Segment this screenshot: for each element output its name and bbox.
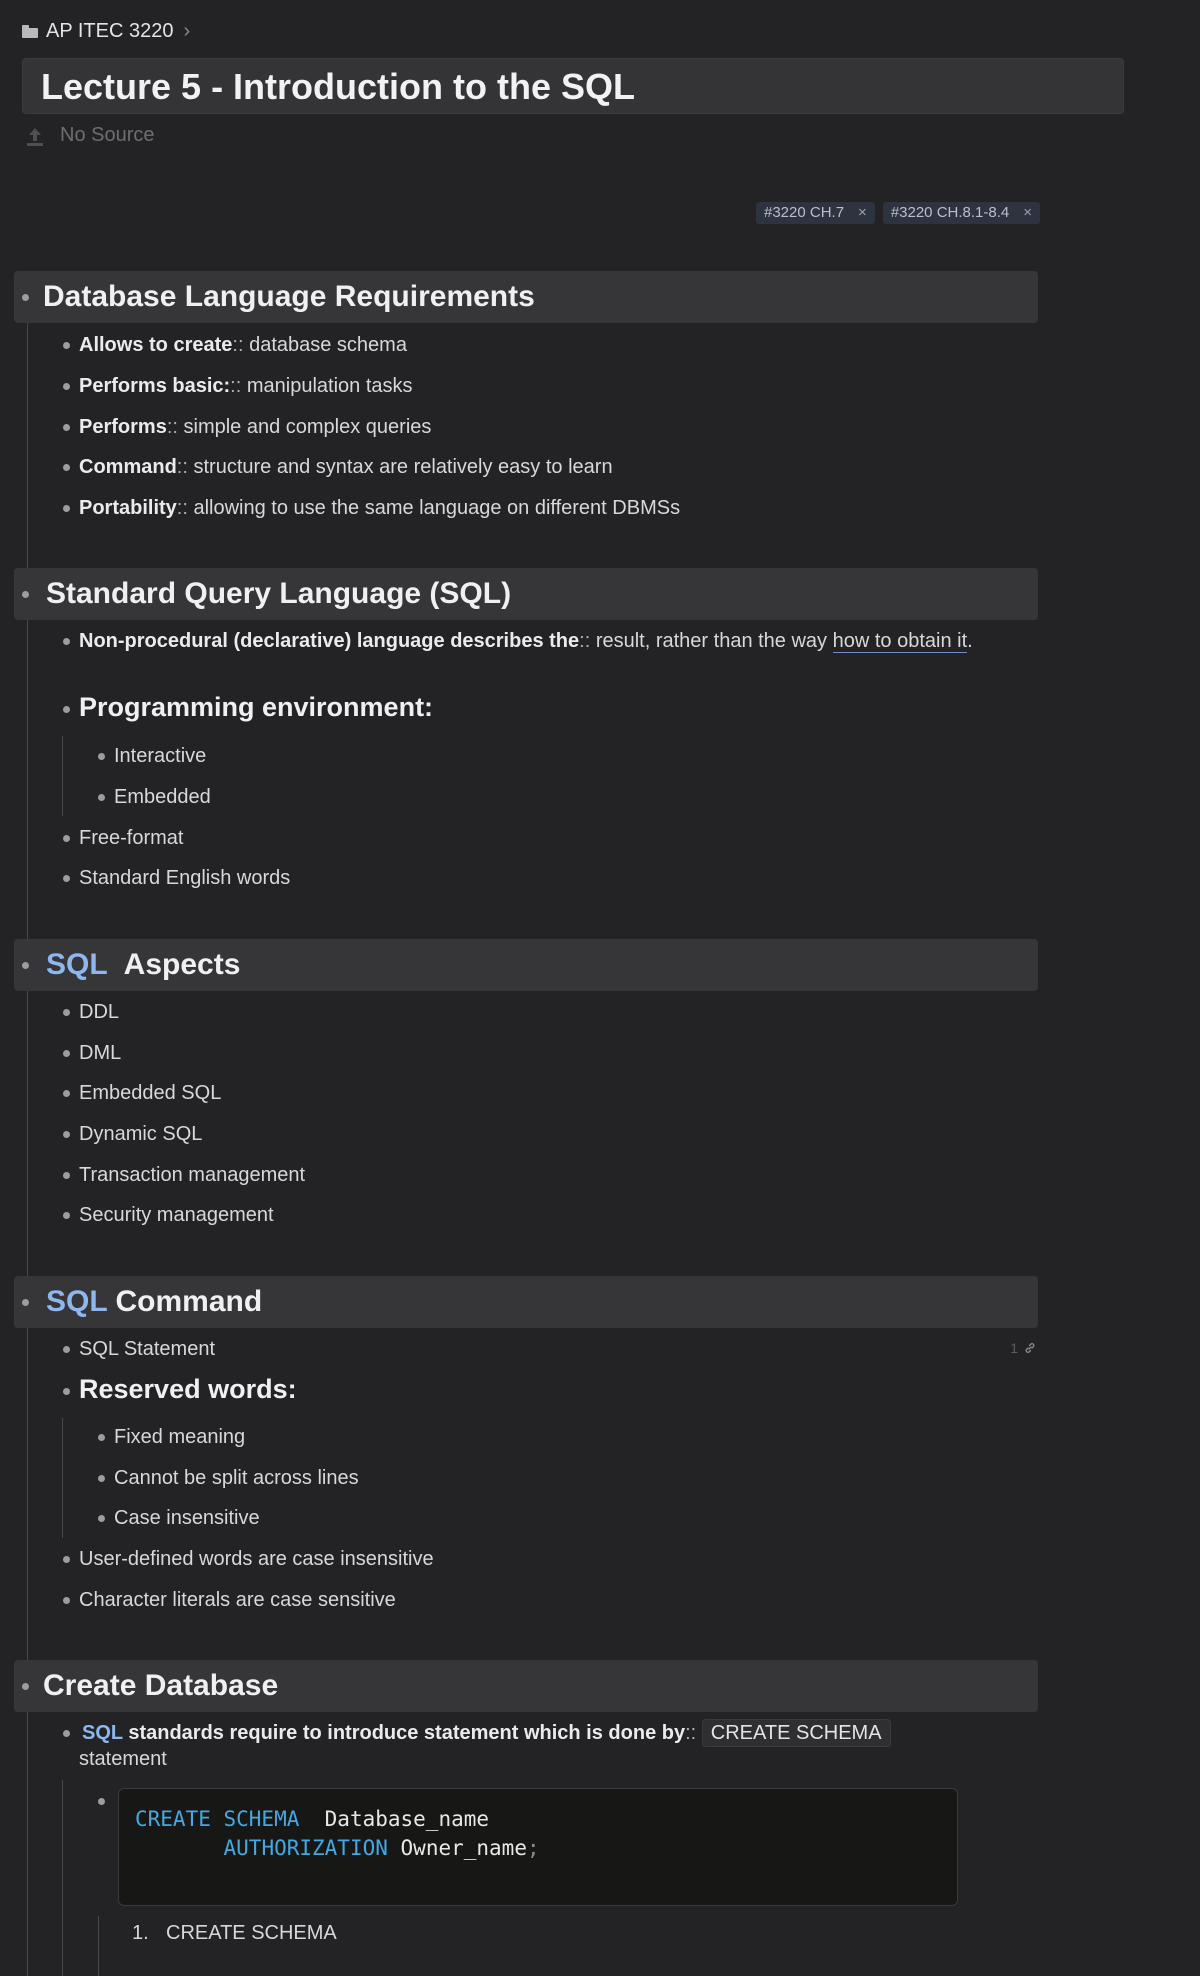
link-icon[interactable] bbox=[1024, 1342, 1036, 1354]
bullet-icon[interactable] bbox=[22, 1683, 29, 1690]
source-label[interactable]: No Source bbox=[60, 124, 155, 146]
list-item-heading[interactable]: Programming environment: bbox=[79, 694, 433, 720]
bullet-icon[interactable] bbox=[63, 1009, 70, 1016]
close-icon[interactable]: × bbox=[1023, 204, 1032, 221]
list-item[interactable]: Security management bbox=[79, 1202, 274, 1228]
bullet-icon[interactable] bbox=[63, 383, 70, 390]
code-block[interactable]: CREATE SCHEMA Database_name AUTHORIZATION Owner_name; bbox=[118, 1788, 958, 1906]
bullet-icon[interactable] bbox=[63, 505, 70, 512]
bullet-icon[interactable] bbox=[63, 1388, 70, 1395]
tag-label[interactable]: #3220 CH.7 bbox=[763, 204, 845, 221]
bullet-icon[interactable] bbox=[63, 875, 70, 882]
bullet-icon[interactable] bbox=[63, 1346, 70, 1353]
bullet-icon[interactable] bbox=[63, 464, 70, 471]
list-item[interactable]: Command:: structure and syntax are relatively easy to learn bbox=[79, 454, 613, 480]
section-sql-command bbox=[14, 1276, 1038, 1328]
source-row bbox=[24, 124, 155, 147]
list-item[interactable]: Performs basic::: manipulation tasks bbox=[79, 373, 413, 399]
upload-icon[interactable] bbox=[24, 125, 46, 147]
bullet-icon[interactable] bbox=[98, 1798, 105, 1805]
nested-guide-line bbox=[62, 1418, 63, 1538]
list-item[interactable]: Embedded bbox=[114, 784, 211, 810]
bullet-icon[interactable] bbox=[63, 706, 70, 713]
bullet-icon[interactable] bbox=[98, 794, 105, 801]
bullet-icon[interactable] bbox=[63, 835, 70, 842]
bullet-icon[interactable] bbox=[22, 294, 29, 301]
heading-text[interactable]: SQL Command bbox=[46, 1285, 263, 1318]
section-heading[interactable] bbox=[14, 1660, 1038, 1712]
bullet-icon[interactable] bbox=[22, 591, 29, 598]
bullet-icon[interactable] bbox=[98, 1434, 105, 1441]
section-heading[interactable] bbox=[14, 568, 1038, 620]
page-title[interactable]: Lecture 5 - Introduction to the SQL bbox=[41, 66, 635, 107]
list-item[interactable]: Portability:: allowing to use the same language on different DBMSs bbox=[79, 495, 680, 521]
list-item[interactable]: Transaction management bbox=[79, 1162, 305, 1188]
section-create-database bbox=[14, 1660, 1038, 1712]
bullet-icon[interactable] bbox=[63, 638, 70, 645]
list-item[interactable]: Character literals are case sensitive bbox=[79, 1587, 396, 1613]
tag-list bbox=[756, 202, 1040, 224]
bullet-icon[interactable] bbox=[63, 1050, 70, 1057]
list-item[interactable]: Allows to create:: database schema bbox=[79, 332, 407, 358]
list-item[interactable]: Interactive bbox=[114, 743, 206, 769]
breadcrumb bbox=[22, 18, 190, 44]
close-icon[interactable]: × bbox=[858, 204, 867, 221]
list-item[interactable]: User-defined words are case insensitive bbox=[79, 1546, 434, 1572]
bullet-icon[interactable] bbox=[63, 1730, 70, 1737]
page-title-box[interactable] bbox=[22, 58, 1124, 114]
bullet-icon[interactable] bbox=[63, 424, 70, 431]
tag-chip[interactable] bbox=[883, 202, 1040, 224]
bullet-icon[interactable] bbox=[63, 1131, 70, 1138]
list-item[interactable]: Standard English words bbox=[79, 865, 290, 891]
tag-chip[interactable] bbox=[756, 202, 875, 224]
breadcrumb-folder[interactable]: AP ITEC 3220 bbox=[46, 19, 174, 42]
bullet-icon[interactable] bbox=[63, 1556, 70, 1563]
bullet-icon[interactable] bbox=[63, 1172, 70, 1179]
list-item[interactable]: Performs:: simple and complex queries bbox=[79, 414, 431, 440]
section-heading[interactable] bbox=[14, 271, 1038, 323]
list-item[interactable]: Cannot be split across lines bbox=[114, 1465, 359, 1491]
nested-guide-line bbox=[98, 1916, 99, 1976]
bullet-icon[interactable] bbox=[63, 1212, 70, 1219]
list-item[interactable]: Fixed meaning bbox=[114, 1424, 245, 1450]
bullet-icon[interactable] bbox=[22, 962, 29, 969]
bullet-icon[interactable] bbox=[98, 753, 105, 760]
section-standard-query-language bbox=[14, 568, 1038, 620]
heading-text[interactable]: Create Database bbox=[43, 1669, 279, 1702]
list-item[interactable]: SQL standards require to introduce statement which is done by:: CREATE SCHEMA statement bbox=[79, 1720, 999, 1772]
reference-count[interactable] bbox=[1010, 1340, 1036, 1356]
list-item[interactable]: DML bbox=[79, 1040, 121, 1066]
page-link[interactable]: how to obtain it bbox=[832, 630, 968, 652]
heading-text[interactable]: Standard Query Language (SQL) bbox=[46, 577, 512, 610]
bullet-icon[interactable] bbox=[63, 1597, 70, 1604]
bullet-icon[interactable] bbox=[22, 1299, 29, 1306]
bullet-icon[interactable] bbox=[98, 1475, 105, 1482]
section-heading[interactable] bbox=[14, 1276, 1038, 1328]
list-item[interactable]: Case insensitive bbox=[114, 1505, 260, 1531]
section-sql-aspects bbox=[14, 939, 1038, 991]
bullet-icon[interactable] bbox=[98, 1515, 105, 1522]
heading-text[interactable]: SQL Aspects bbox=[46, 948, 241, 981]
bullet-icon[interactable] bbox=[63, 1090, 70, 1097]
list-item[interactable]: SQL Statement bbox=[79, 1336, 215, 1362]
folder-icon bbox=[22, 25, 38, 37]
section-database-language-requirements bbox=[14, 271, 1038, 323]
ordered-list-item[interactable]: 1. CREATE SCHEMA bbox=[132, 1922, 337, 1944]
inline-code[interactable]: CREATE SCHEMA bbox=[702, 1719, 891, 1747]
heading-text[interactable]: Database Language Requirements bbox=[43, 280, 535, 313]
chevron-right-icon[interactable]: › bbox=[183, 19, 191, 42]
list-item[interactable]: Free-format bbox=[79, 825, 183, 851]
bullet-icon[interactable] bbox=[63, 342, 70, 349]
list-item[interactable]: Non-procedural (declarative) language describes the:: result, rather than the way how to obtain it. bbox=[79, 628, 1019, 654]
list-item[interactable]: Embedded SQL bbox=[79, 1080, 221, 1106]
tag-label[interactable]: #3220 CH.8.1-8.4 bbox=[890, 204, 1010, 221]
list-item[interactable]: DDL bbox=[79, 999, 119, 1025]
list-item-heading[interactable]: Reserved words: bbox=[79, 1376, 297, 1402]
nested-guide-line bbox=[62, 1780, 63, 1976]
section-heading[interactable] bbox=[14, 939, 1038, 991]
nested-guide-line bbox=[62, 736, 63, 816]
reference-count-label[interactable]: 1 bbox=[1010, 1340, 1018, 1356]
list-item[interactable]: Dynamic SQL bbox=[79, 1121, 202, 1147]
